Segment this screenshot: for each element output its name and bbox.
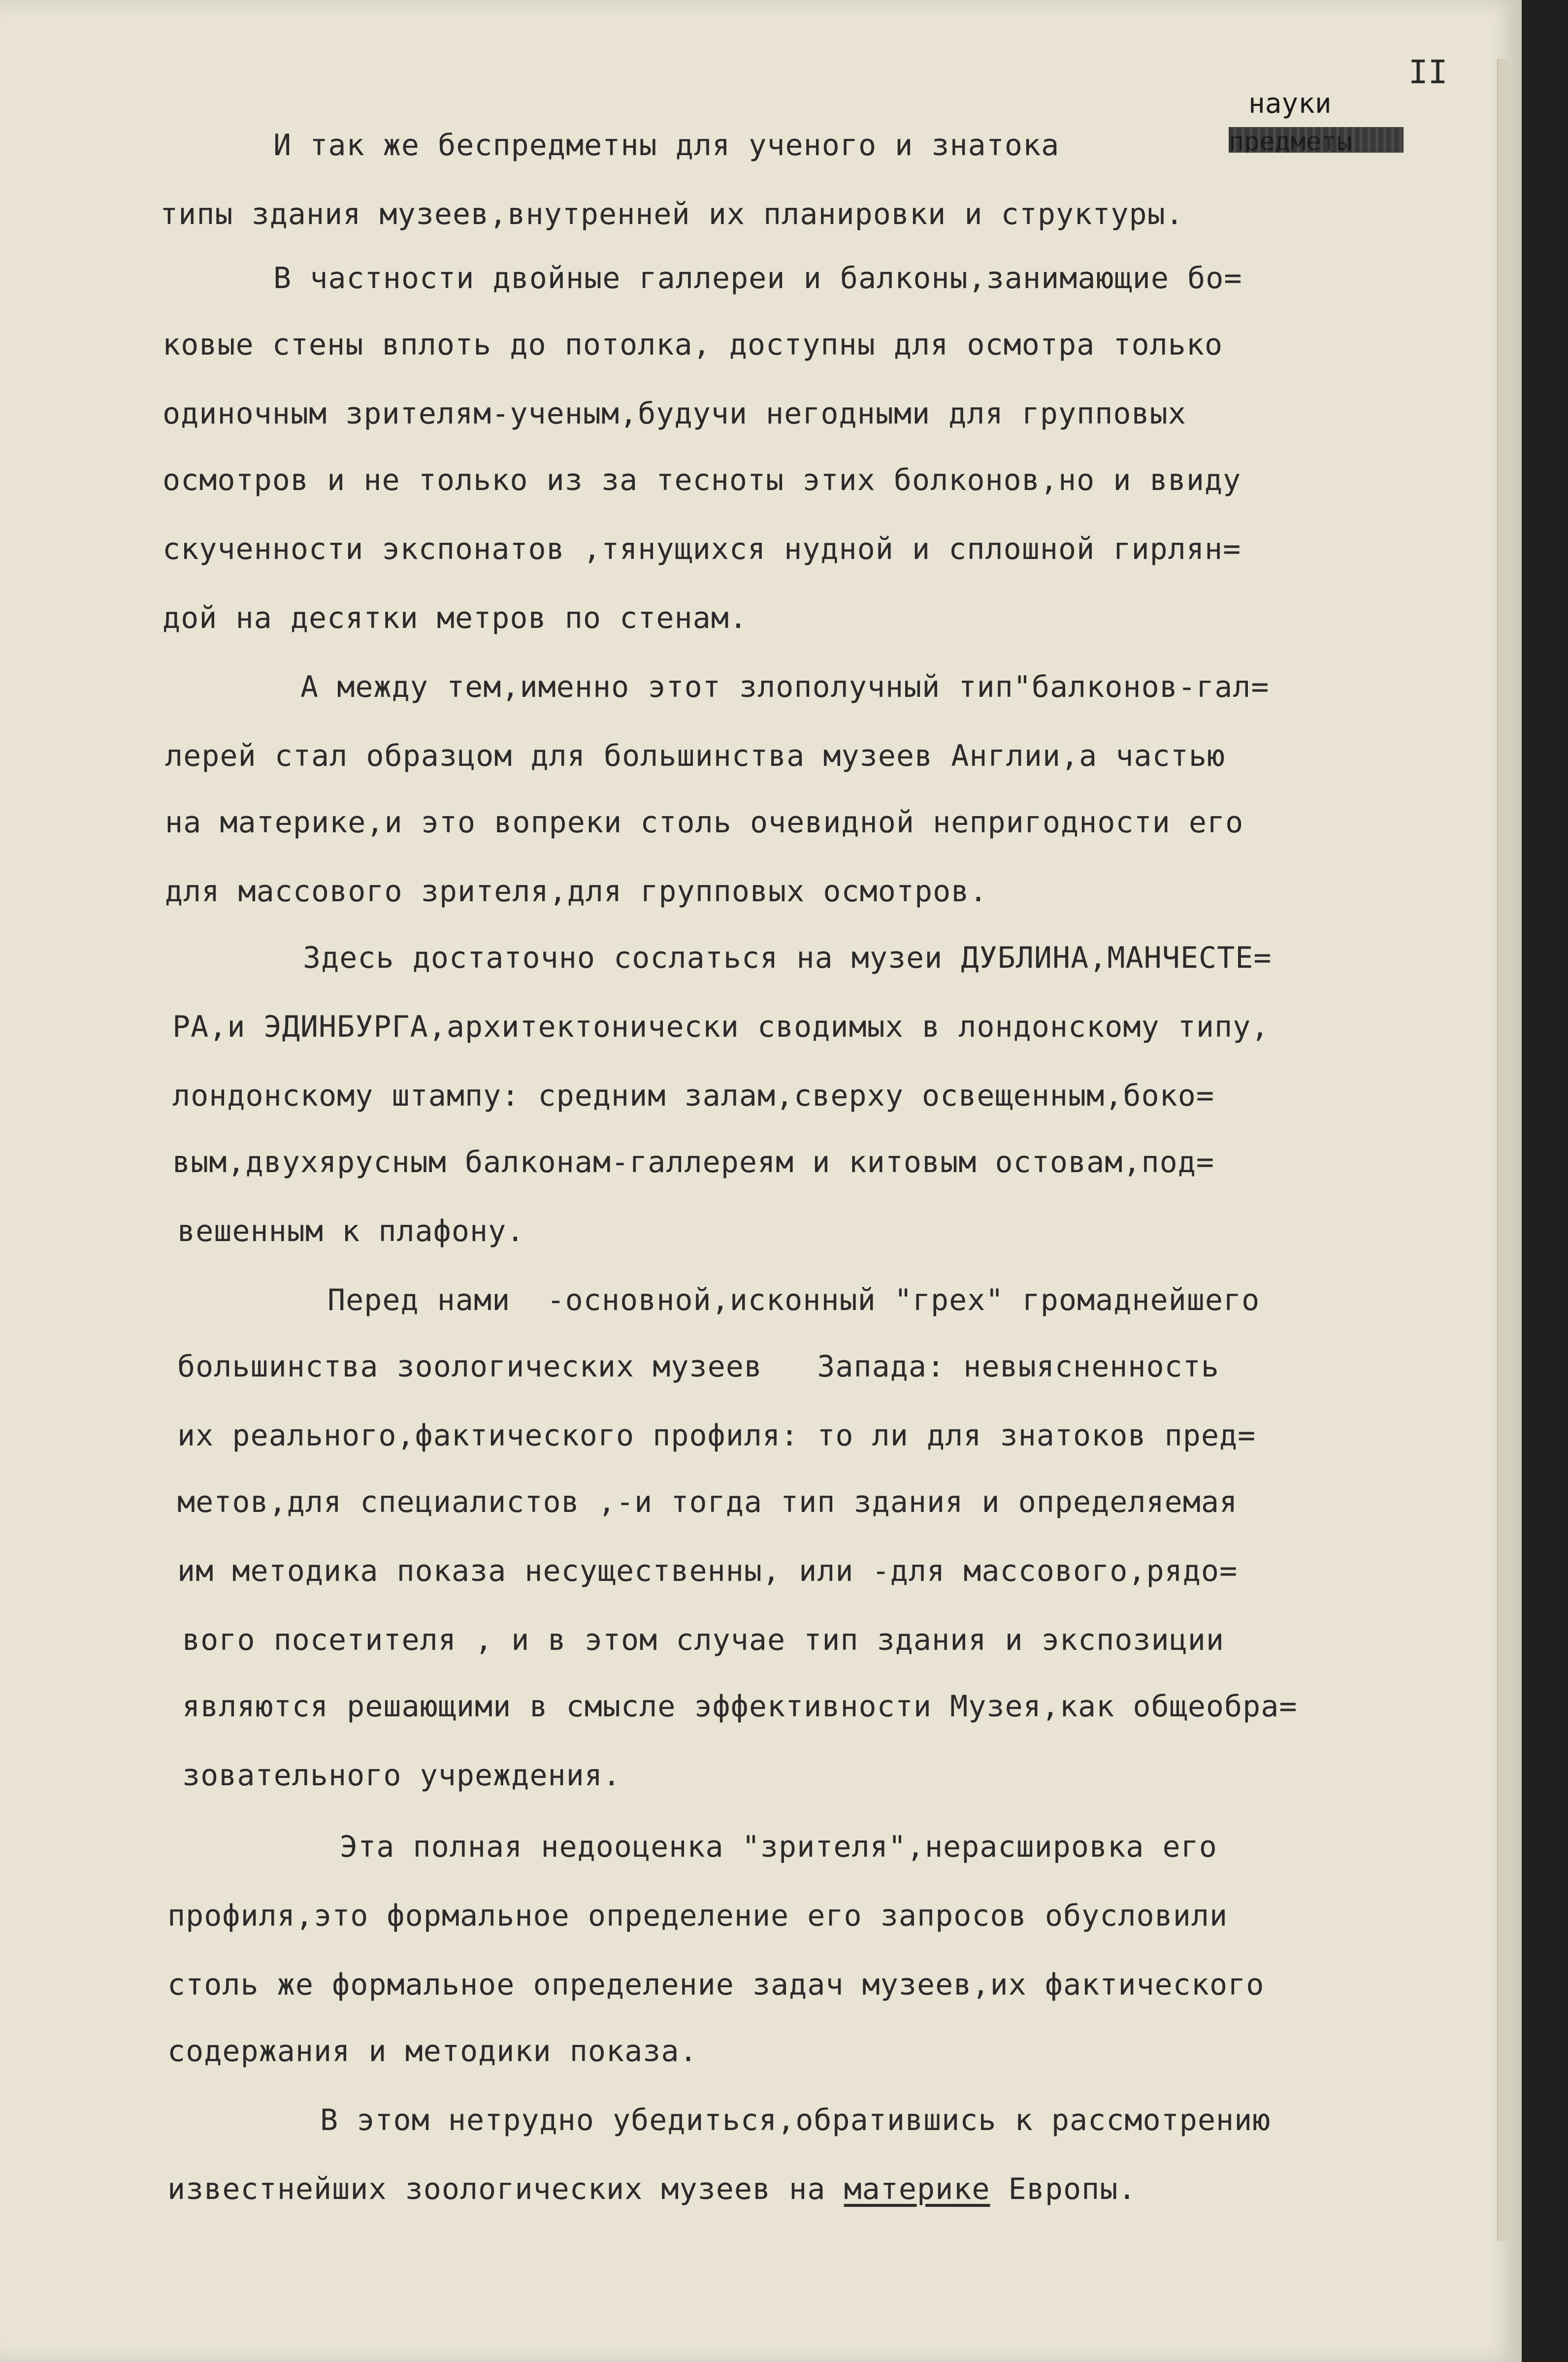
text-line: типы здания музеев,внутренней их планировки и структуры. xyxy=(160,197,1184,231)
text-line: вым,двухярусным балконам-галлереям и китовым остовам,под= xyxy=(172,1145,1215,1180)
text-line: им методика показа несущественны, или -для массового,рядо= xyxy=(177,1554,1238,1588)
text-line: В частности двойные галлереи и балконы,занимающие бо= xyxy=(273,261,1242,295)
text-line: содержания и методики показа. xyxy=(167,2034,698,2068)
text-line: В этом нетрудно убедиться,обратившись к рассмотрению xyxy=(320,2103,1271,2137)
text-line: вого посетителя , и в этом случае тип здания и экспозиции xyxy=(182,1623,1225,1657)
text-line: Эта полная недооценка "зрителя",нерасшировка его xyxy=(340,1830,1217,1864)
text-line: А между тем,именно этот злополучный тип"балконов-гал= xyxy=(300,670,1270,704)
text-line: метов,для специалистов ,-и тогда тип здания и определяемая xyxy=(177,1485,1238,1519)
text-line: лондонскому штампу: средним залам,сверху освещенным,боко= xyxy=(172,1079,1215,1113)
text-line: РА,и ЭДИНБУРГА,архитектонически сводимых в лондонскому типу, xyxy=(172,1010,1270,1044)
text-line-with-underline xyxy=(167,2174,1137,2204)
struck-out-word xyxy=(1229,127,1404,153)
text-line: на материке,и это вопреки столь очевидной непригодности его xyxy=(165,805,1244,840)
text-line: дой на десятки метров по стенам. xyxy=(163,601,748,635)
strikeout-overlay xyxy=(1229,127,1404,153)
text-line: большинства зоологических музеев Запада: невыясненность xyxy=(177,1349,1220,1384)
page-number: II xyxy=(1408,53,1448,91)
text-line: зовательного учреждения. xyxy=(182,1758,621,1793)
text-line: для массового зрителя,для групповых осмотров. xyxy=(165,874,988,909)
text-line: вешенным к плафону. xyxy=(177,1214,525,1248)
text-line: И так же беспредметны для ученого и знатока xyxy=(273,128,1060,163)
text-segment: известнейших зоологических музеев на xyxy=(167,2172,844,2206)
text-line: являются решающими в смысле эффективности Музея,как общеобра= xyxy=(182,1689,1298,1724)
text-segment: Европы. xyxy=(990,2172,1137,2206)
text-line: столь же формальное определение задач музеев,их фактического xyxy=(167,1968,1265,2002)
text-line: одиночным зрителям-ученым,будучи негодными для групповых xyxy=(163,396,1186,431)
text-line: Перед нами -основной,исконный "грех" громаднейшего xyxy=(327,1283,1260,1317)
text-line: профиля,это формальное определение его запросов обусловили xyxy=(167,1899,1228,1933)
text-line: ковые стены вплоть до потолка, доступны для осмотра только xyxy=(163,328,1223,362)
handwritten-insertion: науки xyxy=(1248,88,1332,120)
text-line: лерей стал образцом для большинства музеев Англии,а частью xyxy=(165,739,1226,773)
text-line: осмотров и не только из за тесноты этих болконов,но и ввиду xyxy=(163,463,1241,497)
text-line: Здесь достаточно сослаться на музеи ДУБЛИНА,МАНЧЕСТЕ= xyxy=(303,941,1272,975)
underlined-word: материке xyxy=(844,2172,990,2206)
page-edge xyxy=(1497,59,1509,2241)
text-line: их реального,фактического профиля: то ли для знатоков пред= xyxy=(177,1418,1256,1453)
text-line: скученности экспонатов ,тянущихся нудной и сплошной гирлян= xyxy=(163,532,1241,566)
